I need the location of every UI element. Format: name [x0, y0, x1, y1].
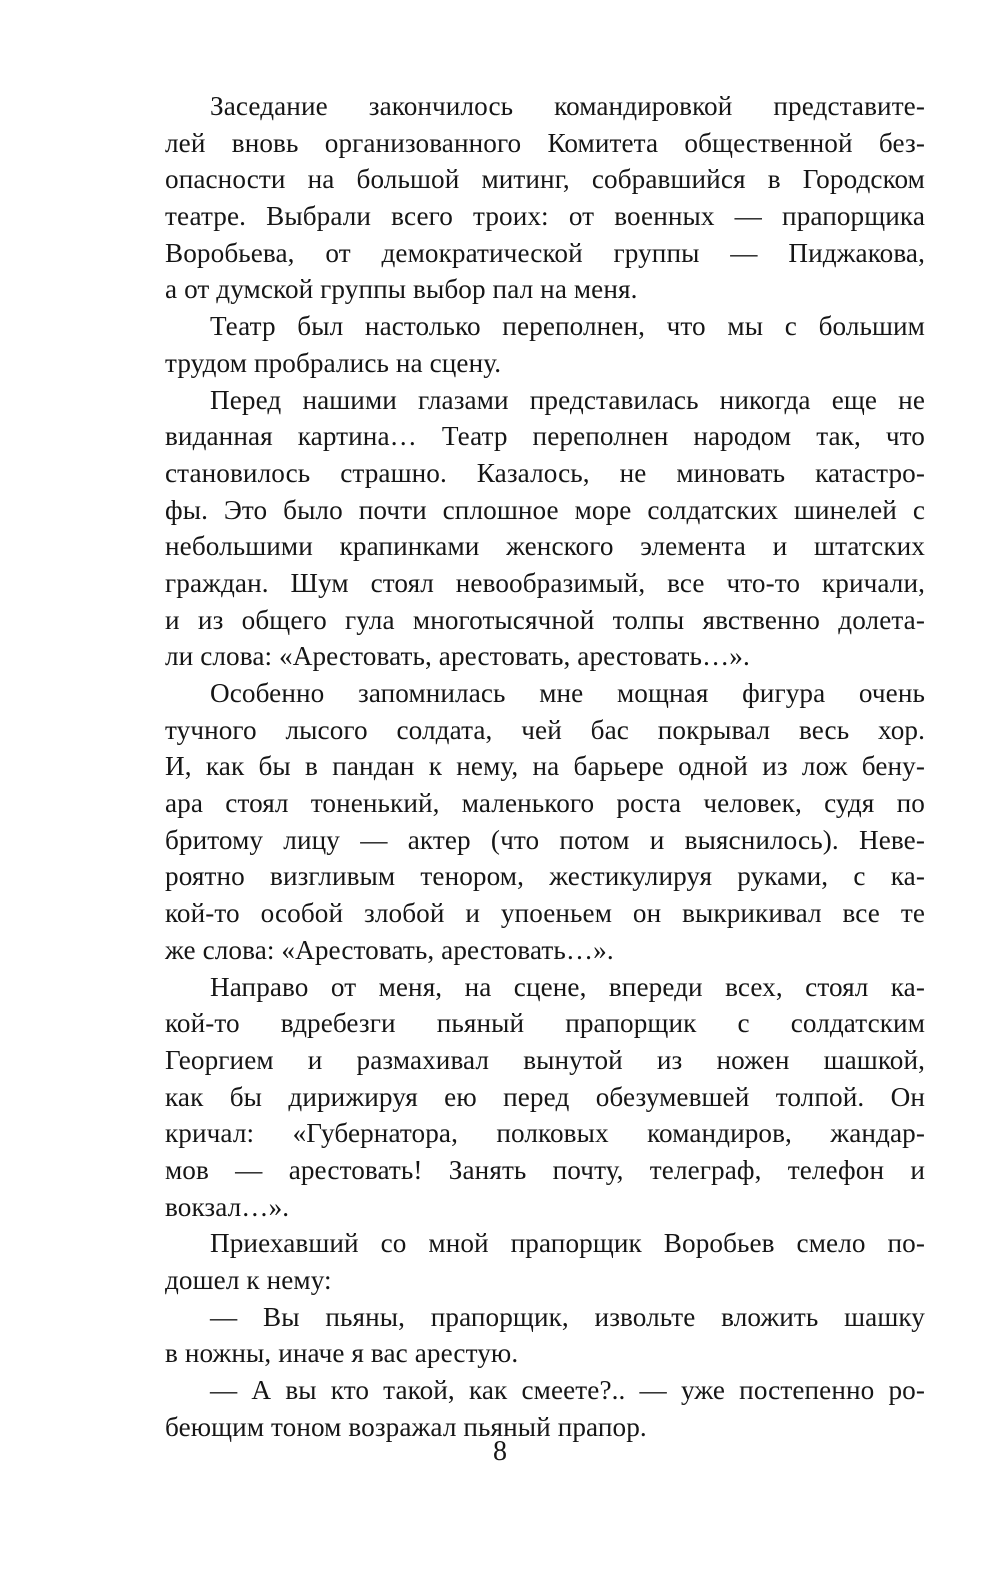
text-line: беющим тоном возражал пьяный прапор.: [165, 1411, 647, 1442]
text-line: — А вы кто такой, как смеете?.. — уже постепенно ро-: [210, 1375, 925, 1406]
text-line: как бы дирижируя ею перед обезумевшей толпой. Он: [165, 1081, 925, 1112]
text-line: Приехавший со мной прапорщик Воробьев смело по-: [210, 1228, 925, 1259]
paragraph: [165, 675, 925, 969]
text-line: в ножны, иначе я вас арестую.: [165, 1338, 519, 1369]
paragraph: [165, 1372, 925, 1445]
text-line: вокзал…».: [165, 1191, 290, 1222]
paragraph: [165, 88, 925, 308]
text-line: опасности на большой митинг, собравшийся в Городском: [165, 164, 925, 195]
text-line: Воробьева, от демократической группы — Пиджакова,: [165, 237, 925, 268]
text-line: же слова: «Арестовать, арестовать…».: [165, 934, 614, 965]
text-line: Перед нашими глазами представилась никогда еще не: [210, 384, 925, 415]
page-number: 8: [493, 1436, 507, 1467]
text-line: театре. Выбрали всего троих: от военных — прапорщика: [165, 201, 925, 232]
text-line: Театр был настолько переполнен, что мы с большим: [210, 311, 925, 342]
text-line: Георгием и размахивал вынутой из ножен шашкой,: [165, 1044, 925, 1075]
paragraph: [165, 1225, 925, 1298]
text-line: тучного лысого солдата, чей бас покрывал весь хор.: [165, 714, 925, 745]
paragraph: [165, 969, 925, 1226]
text-line: — Вы пьяны, прапорщик, извольте вложить шашку: [210, 1301, 925, 1332]
text-line: и из общего гула многотысячной толпы явственно долета-: [165, 604, 925, 635]
text-line: небольшими крапинками женского элемента и штатских: [165, 531, 925, 562]
text-line: кричал: «Губернатора, полковых командиров, жандар-: [165, 1118, 925, 1149]
text-line: становилось страшно. Казалось, не миновать катастро-: [165, 457, 925, 488]
text-line: И, как бы в пандан к нему, на барьере одной из лож бену-: [165, 751, 925, 782]
text-line: дошел к нему:: [165, 1265, 332, 1295]
text-line: ара стоял тоненький, маленького роста человек, судя по: [165, 788, 925, 819]
paragraph: [165, 1299, 925, 1372]
paragraph: [165, 308, 925, 381]
text-line: лей вновь организованного Комитета общественной без-: [165, 127, 925, 158]
text-line: ли слова: «Арестовать, арестовать, арестовать…».: [165, 641, 750, 672]
text-line: Особенно запомнилась мне мощная фигура очень: [210, 678, 925, 708]
paragraph: [165, 382, 925, 676]
text-line: кой-то вдребезги пьяный прапорщик с солдатским: [165, 1008, 925, 1039]
text-line: виданная картина… Театр переполнен народом так, что: [165, 421, 925, 452]
text-line: кой-то особой злобой и упоеньем он выкрикивал все те: [165, 898, 925, 929]
text-line: граждан. Шум стоял невообразимый, все что-то кричали,: [165, 567, 925, 598]
text-line: мов — арестовать! Занять почту, телеграф, телефон и: [165, 1154, 925, 1185]
text-line: роятно визгливым тенором, жестикулируя руками, с ка-: [165, 861, 925, 892]
text-line: Направо от меня, на сцене, впереди всех, стоял ка-: [210, 971, 925, 1002]
text-line: Заседание закончилось командировкой представите-: [210, 91, 925, 121]
text-line: бритому лицу — актер (что потом и выяснилось). Неве-: [165, 824, 925, 855]
page-body: [165, 88, 925, 1445]
text-line: фы. Это было почти сплошное море солдатских шинелей с: [165, 494, 925, 525]
text-line: трудом пробрались на сцену.: [165, 347, 502, 378]
text-line: а от думской группы выбор пал на меня.: [165, 274, 638, 305]
